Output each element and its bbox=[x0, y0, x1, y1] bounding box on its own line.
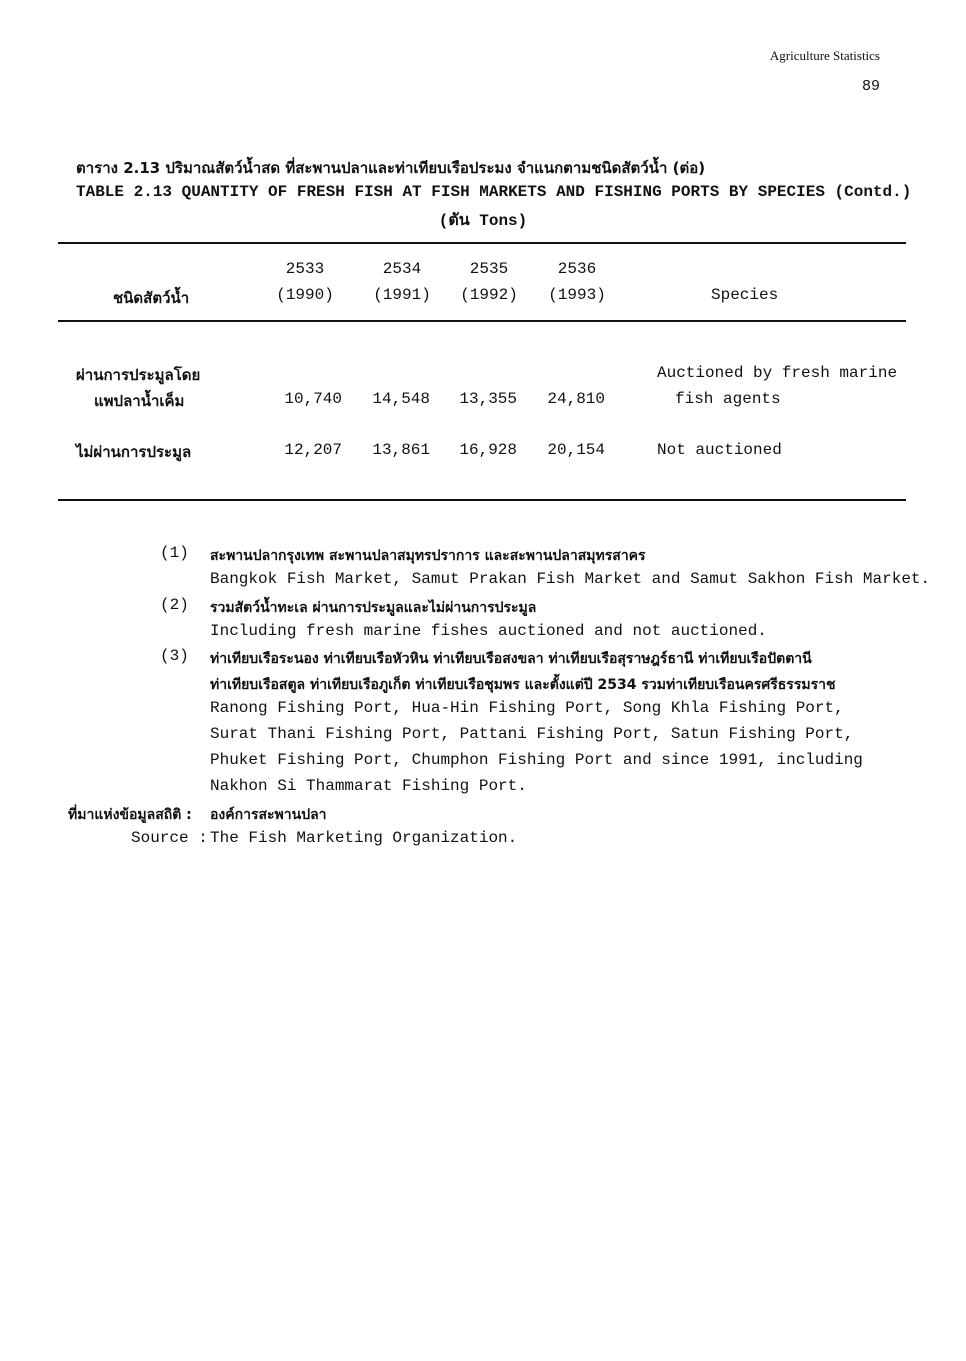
row-label-thai: ไม่ผ่านการประมูล bbox=[76, 443, 192, 461]
page-number: 89 bbox=[861, 78, 880, 95]
footnote-english: Surat Thani Fishing Port, Pattani Fishing Port, Satun Fishing Port, bbox=[210, 725, 854, 743]
column-header-year-be: 2536 bbox=[557, 260, 597, 278]
table-top-rule bbox=[58, 242, 906, 244]
table-cell-value: 12,207 bbox=[284, 441, 342, 459]
source-label: Source : bbox=[131, 829, 208, 847]
footnote-mark: (2) bbox=[160, 596, 189, 614]
table-cell-value: 13,355 bbox=[459, 390, 517, 408]
table-cell-value: 13,861 bbox=[372, 441, 430, 459]
table-cell-value: 20,154 bbox=[547, 441, 605, 459]
column-header-year-be: 2533 bbox=[285, 260, 325, 278]
row-label-thai: ผ่านการประมูลโดย bbox=[76, 366, 201, 384]
footnote-mark: (3) bbox=[160, 647, 189, 665]
row-label-thai: แพปลาน้ำเค็ม bbox=[94, 392, 185, 410]
column-header-year-be: 2534 bbox=[382, 260, 422, 278]
footnote-mark: (1) bbox=[160, 544, 189, 562]
footnote-thai: ท่าเทียบเรือระนอง ท่าเทียบเรือหัวหิน ท่าเทียบเรือสงขลา ท่าเทียบเรือสุราษฎร์ธานี ท่าเทียบเรือปัตตานี bbox=[210, 651, 812, 667]
source-value: The Fish Marketing Organization. bbox=[210, 829, 518, 847]
table-title-thai: ตาราง 2.13 ปริมาณสัตว์น้ำสด ที่สะพานปลาและท่าเทียบเรือประมง จำแนกตามชนิดสัตว์น้ำ (ต่อ) bbox=[76, 159, 706, 177]
column-header-year-be: 2535 bbox=[469, 260, 509, 278]
column-header-year-ce: (1990) bbox=[276, 286, 334, 304]
source-value-thai: องค์การสะพานปลา bbox=[210, 807, 327, 823]
footnote-thai: สะพานปลากรุงเทพ สะพานปลาสมุทรปราการ และสะพานปลาสมุทรสาคร bbox=[210, 548, 646, 564]
footnote-thai: ท่าเทียบเรือสตูล ท่าเทียบเรือภูเก็ต ท่าเทียบเรือชุมพร และตั้งแต่ปี 2534 รวมท่าเทียบเรือนครศรีธรรมราช bbox=[210, 677, 836, 693]
column-header-thai-species: ชนิดสัตว์น้ำ bbox=[113, 289, 190, 307]
column-header-species: Species bbox=[711, 286, 779, 304]
table-bottom-rule bbox=[58, 499, 906, 501]
source-label-thai: ที่มาแห่งข้อมูลสถิติ : bbox=[68, 807, 192, 823]
table-title-english: TABLE 2.13 QUANTITY OF FRESH FISH AT FISH MARKETS AND FISHING PORTS BY SPECIES (Contd.) bbox=[76, 183, 912, 201]
column-header-year-ce: (1992) bbox=[460, 286, 518, 304]
table-cell-value: 10,740 bbox=[284, 390, 342, 408]
row-label-species: Not auctioned bbox=[657, 441, 782, 459]
table-cell-value: 14,548 bbox=[372, 390, 430, 408]
footnote-english: Ranong Fishing Port, Hua-Hin Fishing Port, Song Khla Fishing Port, bbox=[210, 699, 844, 717]
running-head: Agriculture Statistics bbox=[769, 48, 880, 63]
column-header-year-ce: (1991) bbox=[373, 286, 431, 304]
table-cell-value: 16,928 bbox=[459, 441, 517, 459]
table-cell-value: 24,810 bbox=[547, 390, 605, 408]
footnote-english: Phuket Fishing Port, Chumphon Fishing Port and since 1991, including bbox=[210, 751, 863, 769]
footnote-english: Including fresh marine fishes auctioned and not auctioned. bbox=[210, 622, 767, 640]
footnote-english: Nakhon Si Thammarat Fishing Port. bbox=[210, 777, 527, 795]
footnote-thai: รวมสัตว์น้ำทะเล ผ่านการประมูลและไม่ผ่านการประมูล bbox=[210, 600, 537, 616]
table-header-rule bbox=[58, 320, 906, 322]
footnote-english: Bangkok Fish Market, Samut Prakan Fish Market and Samut Sakhon Fish Market. bbox=[210, 570, 931, 588]
row-label-species: Auctioned by fresh marine bbox=[657, 364, 898, 382]
row-label-species: fish agents bbox=[675, 390, 781, 408]
table-units: (ตัน Tons) bbox=[438, 212, 528, 230]
column-header-year-ce: (1993) bbox=[548, 286, 606, 304]
